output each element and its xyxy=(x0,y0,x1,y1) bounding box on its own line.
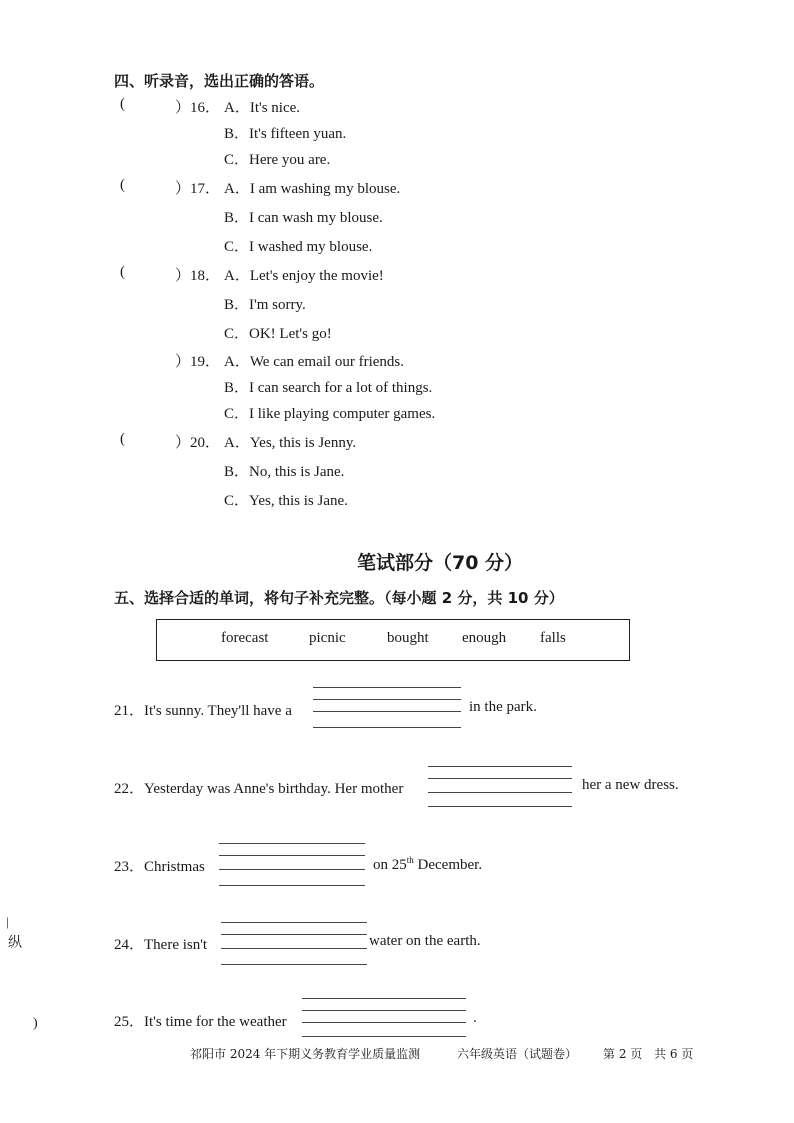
option-19b[interactable]: B．I can search for a lot of things. xyxy=(224,380,433,396)
written-part-title: 笔试部分（70 分） xyxy=(357,552,524,574)
footer-total-pages: 共 6 页 xyxy=(654,1047,694,1061)
word-falls: falls xyxy=(540,630,566,646)
sentence-23-pre: 23．Christmas xyxy=(114,859,205,875)
option-16b[interactable]: B．It's fifteen yuan. xyxy=(224,126,347,142)
option-20a[interactable]: A．Yes, this is Jenny. xyxy=(224,435,357,451)
word-picnic: picnic xyxy=(309,630,346,646)
answer-line-22[interactable] xyxy=(428,764,572,812)
sentence-24-post: water on the earth. xyxy=(369,933,481,949)
answer-line-24[interactable] xyxy=(221,920,367,968)
answer-paren-20[interactable]: ( xyxy=(120,431,125,447)
sentence-21-pre: 21．It's sunny. They'll have a xyxy=(114,703,292,719)
answer-paren-17[interactable]: ( xyxy=(120,177,125,193)
sentence-21-post: in the park. xyxy=(469,699,537,715)
margin-mark-bar: | xyxy=(6,914,9,929)
option-17c[interactable]: C．I washed my blouse. xyxy=(224,239,373,255)
footer-exam-name: 祁阳市 2024 年下期义务教育学业质量监测 xyxy=(190,1047,421,1061)
sentence-25-pre: 25．It's time for the weather xyxy=(114,1014,287,1030)
word-enough: enough xyxy=(462,630,507,646)
answer-line-21[interactable] xyxy=(313,685,461,733)
option-19a[interactable]: A．We can email our friends. xyxy=(224,354,404,370)
question-number-18: ）18． xyxy=(175,268,221,284)
answer-paren-18[interactable]: ( xyxy=(120,264,125,280)
word-bank xyxy=(156,619,630,661)
question-number-17: ）17． xyxy=(175,181,221,197)
option-18a[interactable]: A．Let's enjoy the movie! xyxy=(224,268,384,284)
answer-paren-16[interactable]: ( xyxy=(120,96,125,112)
sentence-22-pre: 22．Yesterday was Anne's birthday. Her mother xyxy=(114,781,404,797)
option-16a[interactable]: A．It's nice. xyxy=(224,100,301,116)
option-17a[interactable]: A．I am washing my blouse. xyxy=(224,181,401,197)
question-number-20: ）20． xyxy=(175,435,221,451)
option-19c[interactable]: C．I like playing computer games. xyxy=(224,406,436,422)
option-20c[interactable]: C．Yes, this is Jane. xyxy=(224,493,348,509)
option-17b[interactable]: B．I can wash my blouse. xyxy=(224,210,383,226)
option-18b[interactable]: B．I'm sorry. xyxy=(224,297,306,313)
footer-page-number: 第 2 页 xyxy=(603,1047,643,1061)
word-forecast: forecast xyxy=(221,630,269,646)
question-number-19: ）19． xyxy=(175,354,221,370)
sentence-22-post: her a new dress. xyxy=(582,777,679,793)
footer-subject: 六年级英语（试题卷） xyxy=(457,1047,578,1061)
answer-line-23[interactable] xyxy=(219,841,365,889)
sentence-23-post: on 25th December. xyxy=(373,855,483,873)
section4-title: 四、听录音，选出正确的答语。 xyxy=(114,72,325,90)
option-20b[interactable]: B．No, this is Jane. xyxy=(224,464,345,480)
sentence-25-post: . xyxy=(473,1010,477,1026)
margin-mark-paren: ) xyxy=(33,1016,38,1031)
option-18c[interactable]: C．OK! Let's go! xyxy=(224,326,332,342)
word-bought: bought xyxy=(387,630,429,646)
sentence-24-pre: 24．There isn't xyxy=(114,937,208,953)
option-16c[interactable]: C．Here you are. xyxy=(224,152,331,168)
section5-title: 五、选择合适的单词，将句子补充完整。（每小题 2 分，共 10 分） xyxy=(114,589,564,607)
margin-mark-char: 纵 xyxy=(8,935,22,951)
question-number-16: ）16． xyxy=(175,100,221,116)
answer-line-25[interactable] xyxy=(302,996,466,1044)
